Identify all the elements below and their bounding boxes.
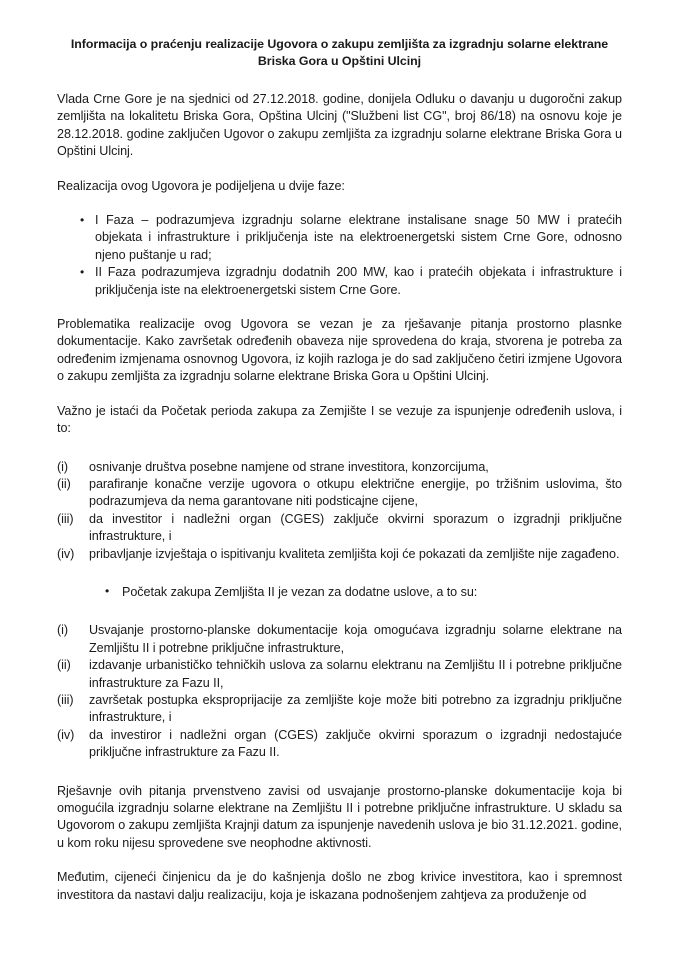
list-item — [57, 727, 622, 762]
spacer — [57, 762, 622, 783]
list-item — [57, 584, 622, 601]
list-item-text: osnivanje društva posebne namjene od strane investitora, konzorcijuma, — [89, 459, 489, 474]
spacer — [57, 195, 622, 212]
phase-text: I Faza – podrazumjeva izgradnju solarne elektrane instalisane snage 50 MW i pratećih objekata i infrastrukture i priključenja iste na elektroenergetski sistem Crne Gore, odnosno njeno puštanje u rad; — [95, 213, 622, 262]
list-marker: (i) — [57, 623, 69, 638]
list-item — [57, 264, 622, 299]
paragraph-medjutim: Međutim, cijeneći činjenicu da je do kašnjenja došlo ne zbog krivice investitora, kao i spremnost investitora da nastavi dalju realizaciju, koja je iskazana podnošenjem zahtjeva za produženje od — [57, 870, 622, 902]
list-item — [57, 511, 622, 546]
list-item-text: da investitor i nadležni organ (CGES) zaključe okvirni sporazum o izgradnji priključne infrastrukture, i — [89, 511, 622, 544]
phase-text: II Faza podrazumjeva izgradnju dodatnih 200 MW, kao i pratećih objekata i infrastrukture i priključenja iste na elektroenergetski sistem Crne Gore. — [95, 265, 622, 297]
list-marker: (i) — [57, 459, 69, 474]
spacer — [57, 438, 622, 459]
list-item — [57, 546, 622, 563]
spacer — [57, 161, 622, 178]
conditions-land-two-list — [57, 622, 622, 761]
list-marker: (iii) — [57, 692, 74, 707]
phases-list — [57, 212, 622, 299]
page-title: Informacija o praćenju realizacije Ugovora o zakupu zemljišta za izgradnju solarne elektrane Briska Gora u Opštini Ulcinj — [70, 37, 609, 68]
list-item — [57, 692, 622, 727]
list-item-text: pribavljanje izvještaja o ispitivanju kvaliteta zemljišta koji će pokazati da zemljište nije zagađeno. — [89, 546, 620, 561]
list-marker: (iv) — [57, 727, 75, 742]
spacer — [57, 386, 622, 403]
paragraph-vazno: Važno je istaći da Početak perioda zakupa za Zemjište I se vezuje za ispunjenje određenih uslova, i to: — [57, 403, 622, 436]
list-item — [57, 622, 622, 657]
list-item — [57, 212, 622, 264]
list-item-text: parafiranje konačne verzije ugovora o otkupu električne energije, po tržišnim uslovima, što podrazumjeva da nema garantovane niti podsticajne cijene, — [89, 476, 622, 509]
list-marker: (ii) — [57, 476, 71, 491]
list-marker: (iii) — [57, 511, 74, 526]
list-item — [57, 657, 622, 692]
list-item — [57, 459, 622, 476]
land-two-lead-list — [57, 584, 622, 601]
paragraph-intro: Vlada Crne Gore je na sjednici od 27.12.2018. godine, donijela Odluku o davanju u dugoročni zakup zemljišta na lokalitetu Briska Gora, Opština Ulcinj ("Službeni list CG", broj 86/18) na osnovu koje je 28.12.2018. godine zaključen Ugovor o zakupu zemljišta za izgradnju solarne elektrane Briska Gora u Opštini Ulcinj. — [57, 92, 622, 159]
paragraph-phases-lead: Realizacija ovog Ugovora je podijeljena u dvije faze: — [57, 178, 345, 193]
paragraph-rjesavanje: Rješavnje ovih pitanja prvenstveno zavisi od usvajanje prostorno-planske dokumentacije koja bi omogućila izgradnju solarne elektrane na Zemljištu II i potrebne priključne infrastrukture. U skladu sa Ugovorom o zakupu zemljišta Krajnji datum za ispunjenje navedenih uslova je bio 31.12.2021. godine, u kom roku nijesu sprovedene sve neophodne aktivnosti. — [57, 783, 622, 850]
list-item-text: završetak postupka eksproprijacije za zemljište koje može biti potrebno za izgradnju priključne infrastrukture, i — [89, 692, 622, 725]
land-two-lead-text: Početak zakupa Zemljišta II je vezan za dodatne uslove, a to su: — [122, 584, 478, 599]
spacer — [57, 70, 622, 91]
spacer — [57, 563, 622, 584]
list-item-text: Usvajanje prostorno-planske dokumentacije koja omogućava izgradnju solarne elektrane na Zemljištu II i potrebne priključne infrastrukture, — [89, 623, 622, 655]
list-item — [57, 476, 622, 511]
list-marker: (iv) — [57, 546, 75, 561]
spacer — [57, 852, 622, 869]
list-item-text: izdavanje urbanističko tehničkih uslova za solarnu elektranu na Zemljištu II i potrebne priključne infrastrukture za Fazu II, — [89, 658, 622, 690]
spacer — [57, 601, 622, 622]
conditions-land-one-list — [57, 459, 622, 563]
list-item-text: da investiror i nadležni organ (CGES) zaključe okvirni sporazum o izgradnji nedostajuće priključne infrastrukture za Fazu II. — [89, 727, 622, 760]
spacer — [57, 299, 622, 316]
list-marker: (ii) — [57, 658, 71, 673]
paragraph-problematika: Problematika realizacije ovog Ugovora se vezan je za rješavanje pitanja prostorno plasnke dokumentacije. Kako završetak određenih obaveza nije sprovedena do kraja, stvorena je potreba za određenim izmjenama osnovnog Ugovora, iz kojih razloga je do sad zaključeno četiri izmjene Ugovora o zakupu zemljišta za izgradnju solarne elektrane Briska Gora u Opštini Ulcinj. — [57, 317, 622, 384]
